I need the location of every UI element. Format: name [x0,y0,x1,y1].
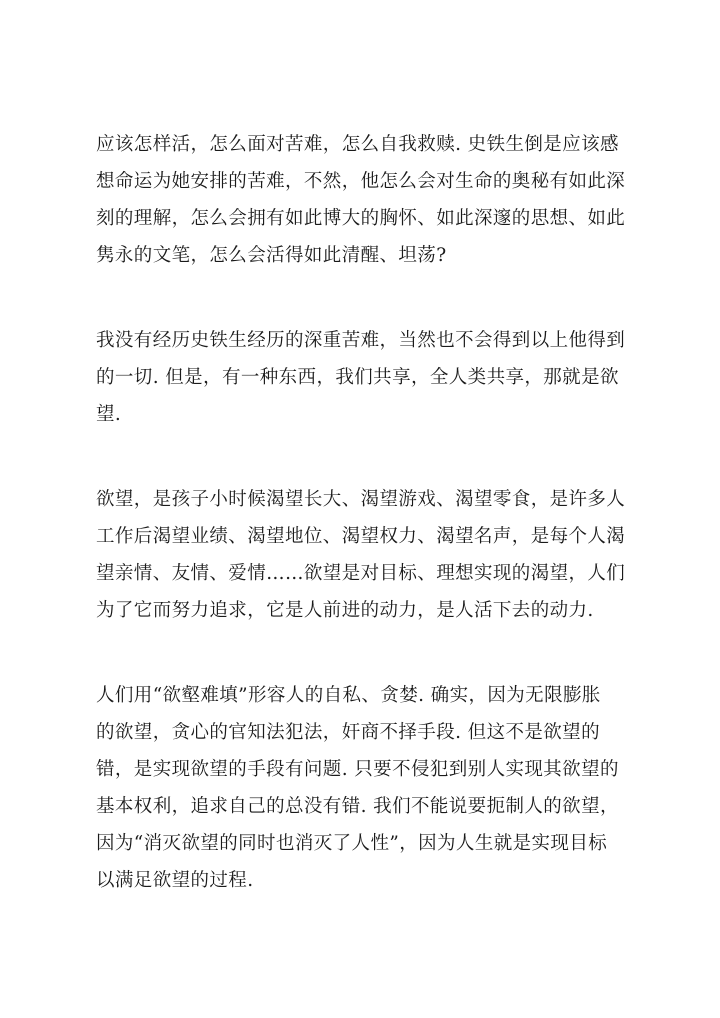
text-line: 因为“消灭欲望的同时也消灭了人性”，因为人生就是实现目标 [96,833,608,854]
text-line: 工作后渴望业绩、渴望地位、渴望权力、渴望名声，是每个人渴 [96,526,626,547]
text-line: 为了它而努力追求，它是人前进的动力，是人活下去的动力. [96,600,594,621]
text-line: 想命运为她安排的苦难，不然，他怎么会对生命的奥秘有如此深 [96,171,626,192]
text-line: 错，是实现欲望的手段有问题. 只要不侵犯到别人实现其欲望的 [96,759,619,780]
text-line: 人们用“欲壑难填”形容人的自私、贪婪. 确实，因为无限膨胀 [96,685,601,706]
text-line: 的欲望，贪心的官知法犯法，奸商不择手段. 但这不是欲望的 [96,722,600,743]
text-line: 隽永的文笔，怎么会活得如此清醒、坦荡? [96,245,447,266]
text-line: 望. [96,404,122,425]
document-page [96,126,642,947]
text-line: 的一切. 但是，有一种东西，我们共享，全人类共享，那就是欲 [96,367,619,388]
text-line: 我没有经历史铁生经历的深重苦难，当然也不会得到以上他得到 [96,330,626,351]
paragraph-1 [96,126,642,274]
text-line: 基本权利，追求自己的总没有错. 我们不能说要扼制人的欲望， [96,796,619,817]
text-line: 欲望，是孩子小时候渴望长大、渴望游戏、渴望零食，是许多人 [96,489,626,510]
paragraph-2 [96,322,642,433]
text-line: 应该怎样活，怎么面对苦难，怎么自我救赎. 史铁生倒是应该感 [96,134,619,155]
text-line: 以满足欲望的过程. [96,870,254,891]
text-line: 刻的理解，怎么会拥有如此博大的胸怀、如此深邃的思想、如此 [96,208,626,229]
text-line: 望亲情、友情、爱情……欲望是对目标、理想实现的渴望，人们 [96,563,626,584]
paragraph-4 [96,677,642,899]
paragraph-3 [96,481,642,629]
